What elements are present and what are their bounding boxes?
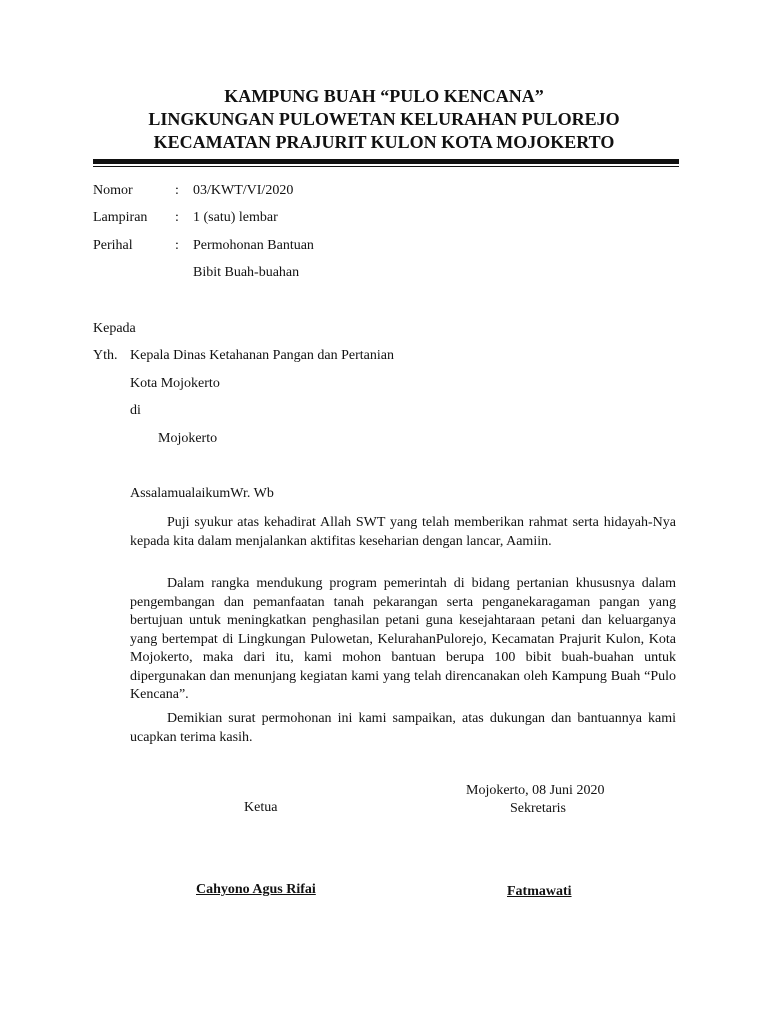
kepada-label: Kepada [93,321,136,336]
yth-label: Yth. [93,348,118,363]
paragraph-closing: Demikian surat permohonan ini kami sampaikan, atas dukungan dan bantuannya kami ucapkan terima kasih. [130,711,676,745]
paragraph-opening: Puji syukur atas kehadirat Allah SWT yang telah memberikan rahmat serta hidayah-Nya kepada kita dalam menjalankan aktifitas keseharian dengan lancar, Aamiin. [130,515,676,549]
letterhead-divider-thin [93,166,679,167]
paragraph-request: Dalam rangka mendukung program pemerintah di bidang pertanian khususnya dalam pengembangan dan pemanfaatan tanah pekarangan serta penganekaragaman pangan yang bertujuan untuk meningkatkan penghasilan petani guna kesejahtaraan petani dan keluarganya yang bertempat di Lingkungan Pulowetan, KelurahanPulorejo, Kecamatan Prajurit Kulon, Kota Mojokerto, maka dari itu, kami mohon bantuan berupa 100 bibit buah-buahan untuk dipergunakan dan menunjang kegiatan kami yang telah direncanakan oleh Kampung Buah “Pulo Kencana”. [130,576,676,702]
nomor-label: Nomor [93,183,133,198]
recipient-di: di [130,403,141,418]
recipient-line-2: Kota Mojokerto [130,376,220,391]
letterhead-line-3: KECAMATAN PRAJURIT KULON KOTA MOJOKERTO [153,132,615,152]
letterhead-divider-thick [93,159,679,164]
letterhead-line-2: LINGKUNGAN PULOWETAN KELURAHAN PULOREJO [148,109,620,129]
nomor-value: 03/KWT/VI/2020 [193,183,294,198]
lampiran-separator: : [175,210,179,225]
lampiran-label: Lampiran [93,210,148,225]
signer-left-name: Cahyono Agus Rifai [196,882,316,897]
perihal-separator: : [175,238,179,253]
lampiran-value: 1 (satu) lembar [193,210,278,225]
perihal-value-1: Permohonan Bantuan [193,238,314,253]
greeting: AssalamualaikumWr. Wb [130,486,274,501]
perihal-value-2: Bibit Buah-buahan [193,265,300,280]
place-date: Mojokerto, 08 Juni 2020 [466,783,605,798]
letterhead-line-1: KAMPUNG BUAH “PULO KENCANA” [224,86,544,106]
recipient-line-1: Kepala Dinas Ketahanan Pangan dan Pertanian [130,348,394,363]
perihal-label: Perihal [93,238,133,253]
recipient-city: Mojokerto [158,431,218,446]
signer-right-role: Sekretaris [510,801,566,816]
signer-left-role: Ketua [244,800,278,815]
signer-right-name: Fatmawati [507,884,572,899]
nomor-separator: : [175,183,179,198]
